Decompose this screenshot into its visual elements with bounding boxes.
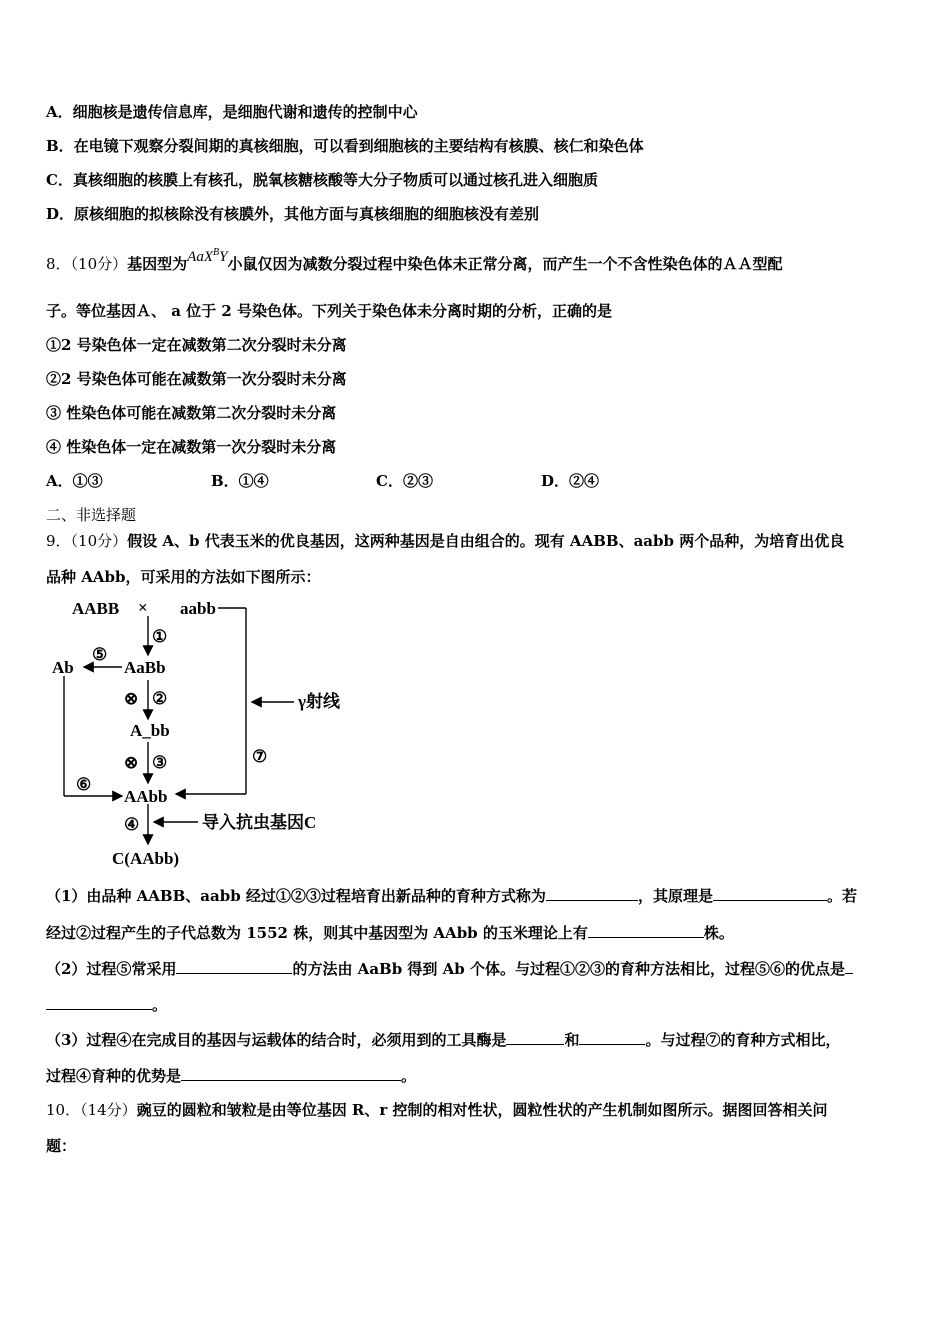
q7-option-c: C．真核细胞的核膜上有核孔，脱氧核糖核酸等大分子物质可以通过核孔进入细胞质 [46,171,598,189]
q7-option-d: D．原核细胞的拟核除没有核膜外，其他方面与真核细胞的细胞核没有差别 [46,205,540,223]
q8-options [46,472,706,490]
q9-p2b: 的方法由 AaBb 得到 Ab 个体。与过程①②③的育种方法相比，过程⑤⑥的优点是 [292,960,845,978]
answer-blank[interactable] [546,886,638,901]
q9-part1-line2 [46,923,734,942]
haploid-label: Ab [52,658,74,677]
answer-blank[interactable] [588,923,704,938]
q8-stem-line1 [46,247,783,274]
q9-text1: 假设 A、b 代表玉米的优良基因，这两种基因是自由组合的。现有 AABB、aabb 两个品种，为培育出优良 [127,532,845,550]
step-5-label: ⑤ [92,645,108,664]
q10-number: 10．（14分） [46,1101,137,1119]
q8-statement-3: ③ 性染色体可能在减数第二次分裂时未分离 [46,404,337,422]
q8-number: 8．（10分） [46,255,128,273]
answer-blank[interactable] [506,1030,564,1045]
section-heading: 二、非选择题 [46,506,137,524]
formula-end: Y [219,249,228,265]
q9-p2a: （2）过程⑤常采用 [46,960,177,978]
selfing-symbol-2: ⊗ [124,753,139,772]
formula-base: AaX [187,249,213,265]
q9-p3c: 。与过程⑦的育种方式相比， [645,1031,841,1049]
q8-suffix: 小鼠仅因为减数分裂过程中染色体未正常分离，而产生一个不含性染色体的ＡＡ型配 [227,255,783,273]
q9-p1d: 经过②过程产生的子代总数为 1552 株，则其中基因型为 AAbb 的玉米理论上有 [46,924,588,942]
q9-part1-line1 [46,886,857,905]
parent-aabb-lower-label: aabb [180,599,216,618]
answer-blank[interactable] [845,959,853,974]
a-bb-label: A_bb [130,721,170,740]
q9-p2c: 。 [152,996,168,1014]
q9-p1e: 株。 [703,924,734,942]
q8-option-b: B．①④ [211,472,269,490]
q7-option-b: B．在电镜下观察分裂间期的真核细胞，可以看到细胞核的主要结构有核膜、核仁和染色体 [46,137,644,155]
q9-part3-line2 [46,1066,416,1085]
q8-statement-4: ④ 性染色体一定在减数第一次分裂时未分离 [46,438,337,456]
q8-statement-1: ①2 号染色体一定在减数第二次分裂时未分离 [46,336,347,354]
q9-number: 9．（10分） [46,532,128,550]
target-aabb-label: AAbb [124,787,168,806]
q8-prefix: 基因型为 [127,255,188,273]
answer-blank[interactable] [181,1066,401,1081]
q9-stem-line1 [46,532,844,550]
q8-stem-line2: 子。等位基因Ａ、 a 位于 2 号染色体。下列关于染色体未分离时期的分析，正确的是 [46,302,613,320]
formula-sup: B [212,247,220,258]
step-4-label: ④ [124,815,140,834]
step-2-label: ② [152,689,168,708]
q9-p3d: 过程④育种的优势是 [46,1067,182,1085]
q10-stem-line2: 题： [46,1137,77,1155]
breeding-diagram [46,592,366,872]
parent-aabb-label: AABB [72,599,120,618]
q8-option-a: A．①③ [46,472,103,490]
f1-label: AaBb [124,658,166,677]
q10-stem-line1 [46,1101,828,1119]
q7-option-a: A．细胞核是遗传信息库，是细胞代谢和遗传的控制中心 [46,103,418,121]
step-6-label: ⑥ [76,775,92,794]
q8-statement-2: ②2 号染色体可能在减数第一次分裂时未分离 [46,370,347,388]
q9-p1c: 。若 [826,887,857,905]
q9-stem-line2: 品种 AAbb，可采用的方法如下图所示： [46,568,321,586]
q9-part2-line2 [46,995,167,1014]
answer-blank[interactable] [713,886,827,901]
q10-text1: 豌豆的圆粒和皱粒是由等位基因 R、r 控制的相对性状，圆粒性状的产生机制如图所示。据图回答相关问 [136,1101,828,1119]
q8-option-c: C．②③ [376,472,433,490]
q8-option-d: D．②④ [541,472,600,490]
answer-blank[interactable] [579,1030,645,1045]
cross-symbol: × [138,598,148,617]
q9-p1a: （1）由品种 AABB、aabb 经过①②③过程培育出新品种的育种方式称为 [46,887,546,905]
final-product-label: C(AAbb) [112,849,180,868]
selfing-symbol: ⊗ [124,689,139,708]
genotype-formula [187,249,227,265]
q9-part2-line1 [46,959,853,978]
q9-part3-line1 [46,1030,840,1049]
q9-p3e: 。 [401,1067,417,1085]
gamma-ray-label: γ射线 [298,692,340,711]
answer-blank[interactable] [46,995,152,1010]
q9-p3a: （3）过程④在完成目的基因与运载体的结合时，必须用到的工具酶是 [46,1031,507,1049]
insert-gene-label: 导入抗虫基因C [202,813,317,832]
step-7-label: ⑦ [252,747,268,766]
q9-p3b: 和 [564,1031,580,1049]
step-3-label: ③ [152,753,168,772]
q9-p1b: ，其原理是 [637,887,713,905]
step-1-label: ① [152,627,168,646]
answer-blank[interactable] [176,959,292,974]
